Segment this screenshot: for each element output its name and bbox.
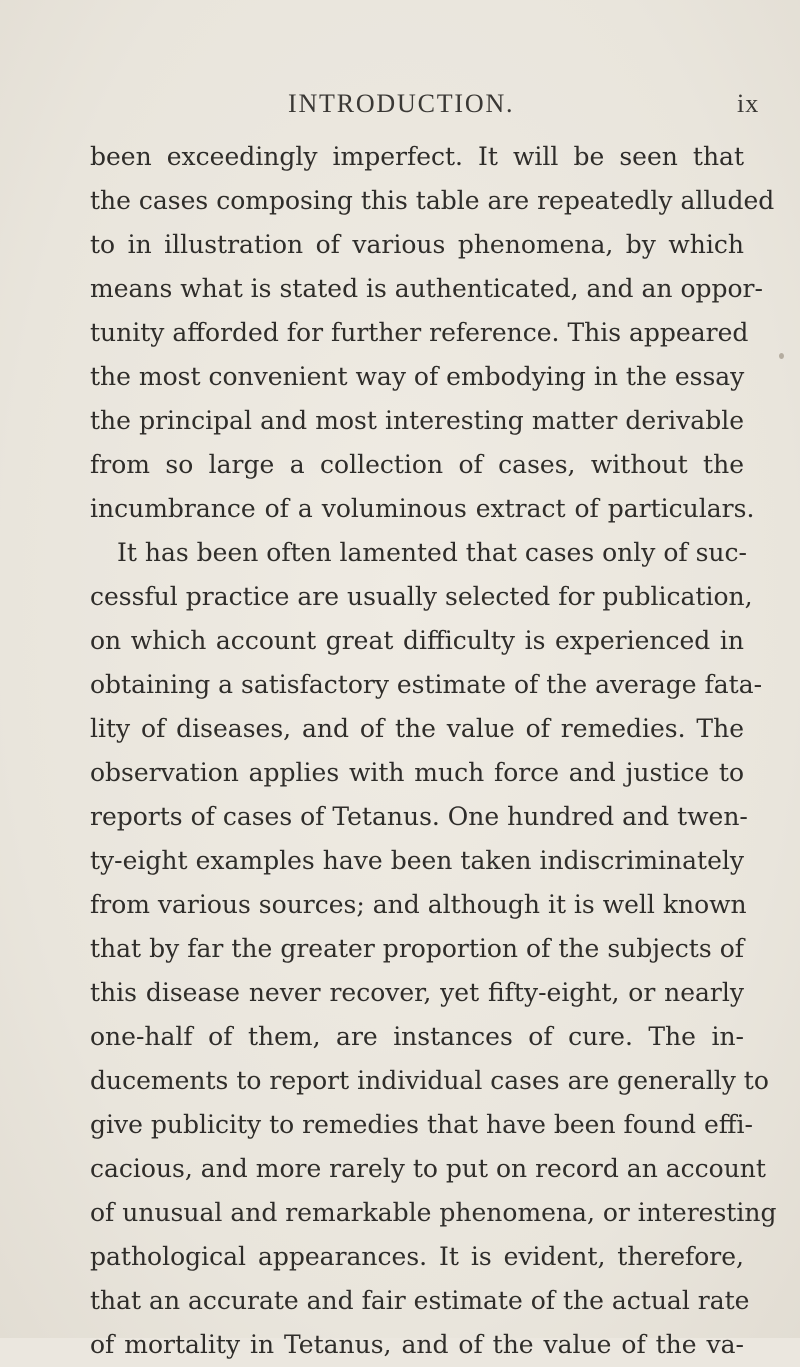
text-line: the most convenient way of embodying in the essay — [90, 362, 745, 391]
running-title: INTRODUCTION. — [288, 89, 515, 118]
text-line: that an accurate and fair estimate of the actual rate — [90, 1286, 750, 1315]
text-line: on which account great difficulty is experienced in — [90, 626, 744, 655]
text-line: of mortality in Tetanus, and of the value of the va- — [90, 1330, 744, 1359]
text-line: been exceedingly imperfect. It will be seen that — [90, 142, 744, 171]
text-line: cessful practice are usually selected for publication, — [90, 582, 753, 611]
text-line: tunity afforded for further reference. This appeared — [90, 318, 749, 347]
text-line: the cases composing this table are repeatedly alluded — [90, 186, 775, 215]
text-line: ty-eight examples have been taken indiscriminately — [90, 846, 744, 875]
text-line: from various sources; and although it is well known — [90, 890, 747, 919]
text-line: give publicity to remedies that have been found effi- — [90, 1110, 753, 1139]
text-line: ducements to report individual cases are generally to — [90, 1066, 769, 1095]
text-line: lity of diseases, and of the value of remedies. The — [90, 714, 744, 743]
text-line: one-half of them, are instances of cure. The in- — [90, 1022, 744, 1051]
text-line: that by far the greater proportion of the subjects of — [90, 934, 744, 963]
text-line: pathological appearances. It is evident, therefore, — [90, 1242, 744, 1271]
text-line: obtaining a satisfactory estimate of the average fata- — [90, 670, 763, 699]
text-line: the principal and most interesting matter derivable — [90, 406, 744, 435]
text-line: incumbrance of a voluminous extract of particulars. — [90, 494, 755, 523]
text-line: this disease never recover, yet fifty-eight, or nearly — [90, 978, 744, 1007]
text-line: from so large a collection of cases, without the — [90, 450, 744, 479]
text-line: to in illustration of various phenomena, by which — [90, 230, 744, 259]
text-line: It has been often lamented that cases only of suc- — [117, 538, 747, 567]
page-header — [0, 83, 800, 123]
text-line: reports of cases of Tetanus. One hundred and twen- — [90, 802, 748, 831]
paper-speck — [779, 353, 784, 359]
text-line: of unusual and remarkable phenomena, or interesting — [90, 1198, 777, 1227]
text-line: means what is stated is authenticated, and an oppor- — [90, 274, 763, 303]
text-line: observation applies with much force and justice to — [90, 758, 744, 787]
text-line: cacious, and more rarely to put on record an account — [90, 1154, 766, 1183]
page-number: ix — [737, 89, 760, 118]
